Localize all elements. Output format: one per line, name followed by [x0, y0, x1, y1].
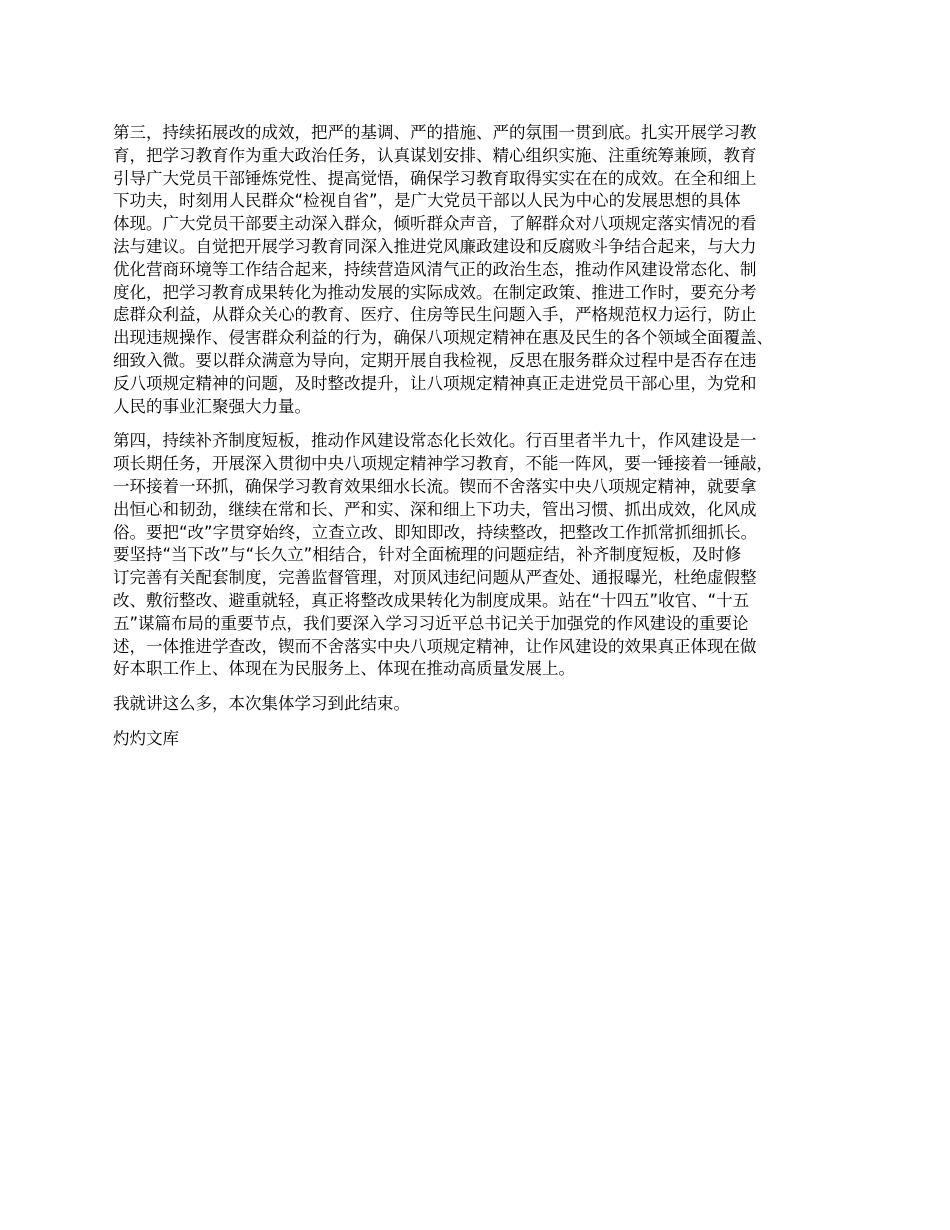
source-name: 灼灼文库 [113, 728, 179, 748]
document-page [113, 122, 855, 763]
paragraph-closing-remark [113, 693, 855, 716]
text-line: 第三，持续拓展改的成效，把严的基调、严的措施、严的氛围一贯到底。扎实开展学习教 [113, 123, 757, 142]
text-line: 引导广大党员干部锤炼党性、提高觉悟，确保学习教育取得实实在在的成效。在全和细上 [113, 168, 757, 188]
text-line: 出现违规操作、侵害群众利益的行为，确保八项规定精神在惠及民生的各个领域全面覆盖、 [113, 328, 773, 348]
paragraph-source-signature [113, 728, 855, 751]
text-line: 育，把学习教育作为重大政治任务，认真谋划安排、精心组织实施、注重统筹兼顾，教育 [113, 145, 757, 165]
text-line: 人民的事业汇聚强大力量。 [113, 396, 311, 416]
text-line: 一环接着一环抓，确保学习教育效果细水长流。锲而不舍落实中央八项规定精神，就要拿 [113, 476, 757, 496]
text-line: 度化，把学习教育成果转化为推动发展的实际成效。在制定政策、推进工作时，要充分考 [113, 282, 757, 302]
paragraph-fourth-point [113, 430, 855, 681]
text-line: 体现。广大党员干部要主动深入群众，倾听群众声音，了解群众对八项规定落实情况的看 [113, 214, 757, 234]
text-line: 改、敷衍整改、避重就轻，真正将整改成果转化为制度成果。站在“十四五”收官、“十五 [113, 590, 750, 610]
text-line: 要坚持“当下改”与“长久立”相结合，针对全面梳理的问题症结，补齐制度短板，及时修 [113, 545, 742, 565]
text-line: 细致入微。要以群众满意为导向，定期开展自我检视，反思在服务群众过程中是否存在违 [113, 350, 757, 370]
text-line: 法与建议。自觉把开展学习教育同深入推进党风廉政建设和反腐败斗争结合起来，与大力 [113, 236, 757, 256]
text-line: 订完善有关配套制度，完善监督管理，对顶风违纪问题从严查处、通报曝光，杜绝虚假整 [113, 568, 757, 588]
text-line: 出恒心和韧劲，继续在常和长、严和实、深和细上下功夫，管出习惯、抓出成效，化风成 [113, 499, 757, 519]
text-line: 反八项规定精神的问题，及时整改提升，让八项规定精神真正走进党员干部心里，为党和 [113, 373, 757, 393]
text-line: 好本职工作上、体现在为民服务上、体现在推动高质量发展上。 [113, 659, 575, 679]
text-line: 虑群众利益，从群众关心的教育、医疗、住房等民生问题入手，严格规范权力运行，防止 [113, 305, 757, 325]
paragraph-third-point [113, 122, 855, 418]
text-line: 第四，持续补齐制度短板，推动作风建设常态化长效化。行百里者半九十，作风建设是一 [113, 431, 757, 451]
text-line: 项长期任务，开展深入贯彻中央八项规定精神学习教育，不能一阵风，要一锤接着一锤敲， [113, 454, 773, 474]
text-line: 优化营商环境等工作结合起来，持续营造风清气正的政治生态，推动作风建设常态化、制 [113, 259, 757, 279]
text-line: 五”谋篇布局的重要节点，我们要深入学习习近平总书记关于加强党的作风建设的重要论 [113, 613, 749, 633]
text-line: 述，一体推进学查改，锲而不舍落实中央八项规定精神，让作风建设的效果真正体现在做 [113, 636, 757, 656]
text-line: 下功夫，时刻用人民群众“检视自省”，是广大党员干部以人民为中心的发展思想的具体 [113, 191, 741, 211]
text-line: 我就讲这么多，本次集体学习到此结束。 [113, 694, 410, 714]
text-line: 俗。要把“改”字贯穿始终，立查立改、即知即改，持续整改，把整改工作抓常抓细抓长。 [113, 522, 758, 542]
